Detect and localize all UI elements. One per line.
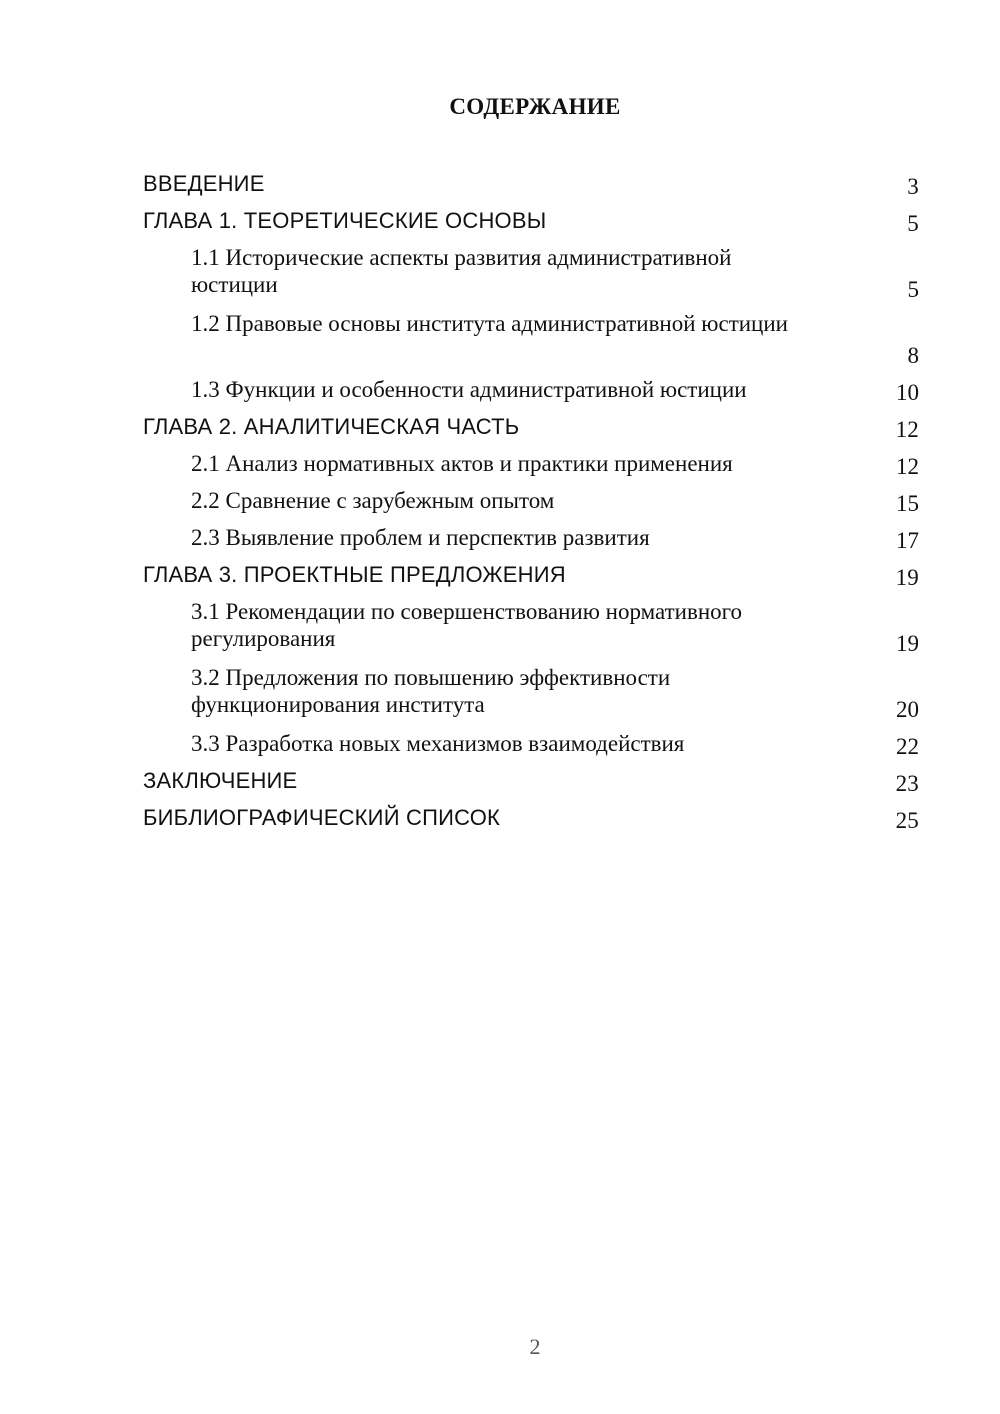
toc-entry-label: 2.2 Сравнение с зарубежным опытом <box>191 488 555 513</box>
toc-entry-label: 1.3 Функции и особенности административной юстиции <box>191 377 747 402</box>
table-of-contents <box>143 168 919 839</box>
toc-entry-label: 1.2 Правовые основы института административной юстиции <box>191 311 788 336</box>
toc-entry-page: 25 <box>895 808 919 833</box>
toc-entry-chapter-1[interactable] <box>143 205 919 242</box>
toc-entry-page: 23 <box>895 771 919 796</box>
toc-entry-label: БИБЛИОГРАФИЧЕСКИЙ СПИСОК <box>143 805 501 830</box>
toc-entry-bibliography[interactable] <box>143 802 919 839</box>
toc-entry-page: 5 <box>907 211 919 236</box>
toc-entry-label: 1.1 Исторические аспекты развития административной юстиции <box>191 245 732 297</box>
toc-entry-section-1-3[interactable] <box>143 374 919 411</box>
toc-entry-page: 8 <box>907 343 919 368</box>
toc-entry-label: 3.3 Разработка новых механизмов взаимодействия <box>191 731 685 756</box>
toc-entry-chapter-3[interactable] <box>143 559 919 596</box>
toc-entry-page: 5 <box>907 277 919 302</box>
toc-entry-label: ЗАКЛЮЧЕНИЕ <box>143 768 298 793</box>
toc-entry-page: 19 <box>895 565 919 590</box>
toc-entry-page: 10 <box>896 380 919 405</box>
toc-entry-page: 22 <box>896 734 919 759</box>
toc-entry-chapter-2[interactable] <box>143 411 919 448</box>
toc-entry-label: ГЛАВА 2. АНАЛИТИЧЕСКАЯ ЧАСТЬ <box>143 414 520 439</box>
toc-entry-section-2-3[interactable] <box>143 522 919 559</box>
page-title: СОДЕРЖАНИЕ <box>449 94 621 119</box>
toc-entry-section-3-2[interactable] <box>143 662 919 728</box>
toc-entry-conclusion[interactable] <box>143 765 919 802</box>
toc-entry-page: 3 <box>907 174 919 199</box>
toc-entry-section-3-1[interactable] <box>143 596 919 662</box>
toc-entry-page: 20 <box>896 697 919 722</box>
toc-entry-page: 15 <box>896 491 919 516</box>
toc-entry-page: 17 <box>896 528 919 553</box>
toc-entry-section-1-1[interactable] <box>143 242 919 308</box>
toc-entry-label: ВВЕДЕНИЕ <box>143 171 265 196</box>
toc-entry-label: 3.2 Предложения по повышению эффективности функционирования института <box>191 665 671 717</box>
page-number: 2 <box>529 1334 541 1359</box>
toc-entry-label: ГЛАВА 3. ПРОЕКТНЫЕ ПРЕДЛОЖЕНИЯ <box>143 562 566 587</box>
toc-entry-section-2-2[interactable] <box>143 485 919 522</box>
toc-entry-page: 19 <box>896 631 919 656</box>
toc-entry-section-3-3[interactable] <box>143 728 919 765</box>
toc-entry-label: 2.1 Анализ нормативных актов и практики применения <box>191 451 733 476</box>
toc-entry-label: 3.1 Рекомендации по совершенствованию нормативного регулирования <box>191 599 742 651</box>
toc-entry-page: 12 <box>895 417 919 442</box>
toc-entry-introduction[interactable] <box>143 168 919 205</box>
toc-entry-label: 2.3 Выявление проблем и перспектив развития <box>191 525 650 550</box>
toc-entry-section-1-2[interactable] <box>143 308 919 374</box>
toc-entry-section-2-1[interactable] <box>143 448 919 485</box>
toc-entry-page: 12 <box>896 454 919 479</box>
toc-entry-label: ГЛАВА 1. ТЕОРЕТИЧЕСКИЕ ОСНОВЫ <box>143 208 547 233</box>
